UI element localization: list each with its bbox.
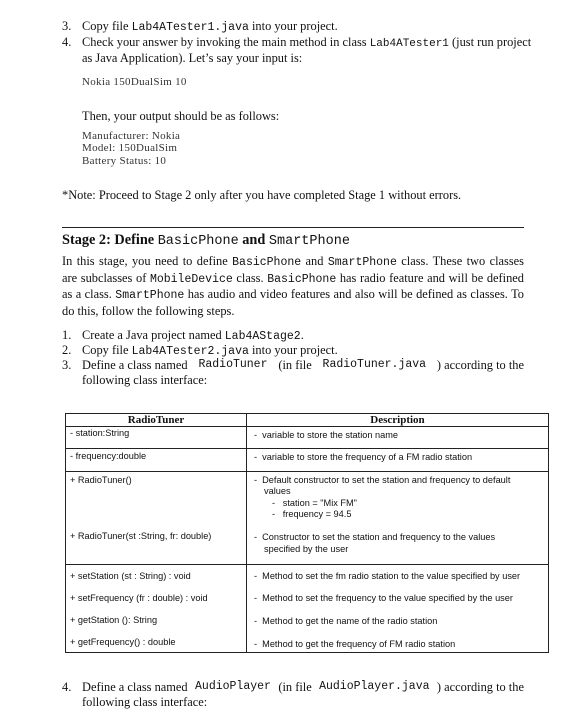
s2-step-2-text [82, 343, 338, 358]
step-4b-mid: (in file [278, 680, 312, 694]
ctor-param-signature: + RadioTuner(st :String, fr: double) [70, 531, 212, 541]
step-3-post: into your project. [248, 19, 338, 33]
section-divider [62, 227, 524, 228]
s2-step-2-code: Lab4ATester2.java [131, 345, 249, 358]
s2-step-1-number: 1. [62, 328, 72, 342]
s2-step-2-number: 2. [62, 343, 72, 357]
intro-code-1: BasicPhone [232, 256, 302, 269]
intro-text-6: class. [232, 270, 268, 285]
input-example: Nokia 150DualSim 10 [82, 76, 187, 88]
attr-signature: - frequency:double [70, 451, 147, 461]
output-line-2: Model: 150DualSim [82, 142, 178, 154]
table-header-class: RadioTuner [66, 414, 247, 427]
attr-description: - variable to store the station name [254, 430, 399, 440]
s2-step-3-pre: Define a class named [82, 358, 188, 372]
step-4-pre: Check your answer by invoking the main method in class [82, 35, 370, 49]
note-text: *Note: Proceed to Stage 2 only after you have completed Stage 1 without errors. [62, 188, 462, 202]
intro-code-9: SmartPhone [115, 289, 185, 303]
ctor-default-signature: + RadioTuner() [70, 475, 132, 485]
then-text: Then, your output should be as follows: [82, 109, 280, 123]
stage2-title-a: Stage 2: Define [62, 232, 158, 248]
step-4-continuation: as Java Application). Let’s say your input is: [82, 51, 303, 65]
table-row [66, 427, 549, 449]
step-3-pre: Copy file [82, 19, 132, 33]
s2-step-1-post: . [300, 328, 304, 342]
intro-text-0: In this stage, you need to define [62, 254, 233, 268]
step-4b-post: ) according to the [436, 680, 524, 694]
ctor-param-description: - Constructor to set the station and frequency to the values [254, 532, 496, 542]
step-4-number: 4. [62, 35, 72, 49]
method-description: - Method to get the name of the radio station [254, 616, 438, 626]
attr-signature: - station:String [70, 428, 130, 438]
s2-step-3-text [82, 358, 524, 373]
s2-step-3-code2: RadioTuner.java [322, 358, 427, 371]
s2-step-3-code: RadioTuner [198, 358, 268, 371]
intro-text-4: class. These two classes are subclasses of [62, 254, 524, 285]
step-4-text [82, 35, 531, 50]
s2-step-1-text [82, 328, 304, 343]
step-3-number: 3. [62, 19, 72, 33]
method-signature: + getFrequency() : double [70, 637, 176, 647]
stage2-title-c: and [238, 232, 269, 248]
intro-text-2: and [301, 254, 328, 268]
step-3-text [82, 19, 338, 34]
table-row [66, 565, 549, 653]
s2-step-3-continuation: following class interface: [82, 373, 208, 387]
intro-text-8: has radio feature and will be defined as a class. [62, 270, 524, 302]
method-signature: + setStation (st : String) : void [70, 571, 191, 581]
method-description: - Method to set the frequency to the value specified by the user [254, 593, 513, 603]
method-signature: + setFrequency (fr : double) : void [70, 593, 208, 603]
radiotuner-interface-table [65, 413, 549, 653]
step-3-code: Lab4ATester1.java [131, 21, 249, 34]
output-line-1: Manufacturer: Nokia [82, 130, 181, 142]
ctor-default-description: - Default constructor to set the station and frequency to default [254, 475, 511, 485]
method-signature: + getStation (): String [70, 615, 158, 625]
table-row [66, 449, 549, 472]
ctor-default-description-cont: values [264, 486, 291, 496]
step-4b-pre: Define a class named [82, 680, 188, 694]
s2-step-2-pre: Copy file [82, 343, 132, 357]
s2-step-2-post: into your project. [248, 343, 338, 357]
method-description: - Method to get the frequency of FM radio station [254, 639, 456, 649]
output-line-3: Battery Status: 10 [82, 155, 167, 167]
step-4b-number: 4. [62, 680, 72, 694]
s2-step-3-post: ) according to the [436, 358, 524, 372]
ctor-param-description-cont: specified by the user [264, 544, 349, 554]
method-description: - Method to set the fm radio station to the value specified by user [254, 571, 521, 581]
ctor-default-sub-frequency: - frequency = 94.5 [272, 509, 352, 519]
intro-code-5: MobileDevice [149, 272, 233, 286]
intro-code-7: BasicPhone [267, 272, 337, 286]
attr-description: - variable to store the frequency of a FM radio station [254, 452, 473, 462]
table-row [66, 472, 549, 565]
stage2-title-b: BasicPhone [157, 234, 239, 249]
stage2-title [62, 232, 350, 249]
intro-text-10: has audio and video features and also will be defined as classes. To do this, follow the following steps. [62, 287, 524, 318]
ctor-default-sub-station: - station = "Mix FM" [272, 498, 357, 508]
s2-step-1-code: Lab4AStage2 [224, 330, 301, 343]
s2-step-3-number: 3. [62, 358, 72, 372]
step-4b-code2: AudioPlayer.java [319, 680, 430, 693]
step-4b-code: AudioPlayer [195, 680, 271, 693]
intro-code-3: SmartPhone [327, 256, 397, 269]
step-4-post: (just run project [448, 35, 532, 49]
step-4-code: Lab4ATester1 [369, 38, 449, 50]
stage2-title-d: SmartPhone [268, 234, 350, 249]
step-4b-text [82, 680, 524, 695]
s2-step-3-mid: (in file [278, 358, 312, 372]
step-4b-continuation: following class interface: [82, 695, 208, 709]
s2-step-1-pre: Create a Java project named [82, 328, 225, 342]
stage2-intro [62, 254, 524, 319]
table-header-description: Description [247, 414, 549, 427]
